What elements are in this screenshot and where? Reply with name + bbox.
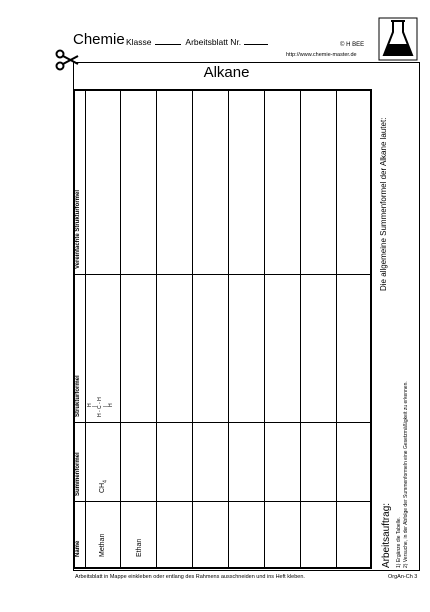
methan-strukturformel: H | H - C - H | H	[87, 397, 114, 417]
footer-code: OrgAn-Ch 3	[388, 574, 418, 580]
row-divider	[156, 91, 157, 567]
sheet-blank	[244, 36, 268, 45]
methan-summenformel: $CH_4$	[99, 480, 109, 493]
section-divider	[75, 274, 370, 275]
row-divider	[336, 91, 337, 567]
class-blank	[155, 36, 181, 45]
header-strukturformel: Strukturformel	[75, 375, 81, 417]
row-divider	[192, 91, 193, 567]
copyright: © H BEE	[340, 42, 365, 48]
row-divider	[120, 91, 121, 567]
section-divider	[75, 501, 370, 502]
section-divider	[75, 422, 370, 423]
row-divider	[228, 91, 229, 567]
general-formula-prompt: Die allgemeine Summenformel der Alkane lautet:	[379, 117, 388, 291]
row-divider	[300, 91, 301, 567]
header-name: Name	[75, 540, 81, 557]
class-label: Klasse	[126, 37, 152, 47]
sheet-label: Arbeitsblatt Nr.	[185, 37, 242, 47]
row-name-ethan: Ethan	[136, 538, 143, 557]
flask-logo-icon	[378, 17, 418, 61]
alkane-table	[73, 89, 372, 569]
header-summenformel: Summenformel	[75, 452, 81, 496]
website-url: http://www.chemie-master.de	[286, 52, 357, 58]
header-vereinfacht: Vereinfachte Strukturformel	[75, 189, 81, 269]
auftrag-item-1: 1) Ergänze die Tabelle.	[396, 516, 402, 568]
arbeitsauftrag-title: Arbeitsauftrag:	[381, 502, 392, 568]
auftrag-item-2: 2) Versuche, in der Abfolge der Summenformeln eine Gesetzmäßigkeit zu erkennen.	[403, 381, 409, 568]
header-column-divider	[85, 91, 86, 567]
table-title: Alkane	[203, 64, 250, 81]
row-name-methan: Methan	[99, 533, 106, 557]
row-divider	[264, 91, 265, 567]
header-fields	[126, 36, 271, 47]
footer-note: Arbeitsblatt in Mappe einkleben oder entlang des Rahmens ausschneiden und ins Heft kleben.	[75, 574, 305, 580]
subject-title: Chemie	[73, 31, 125, 48]
